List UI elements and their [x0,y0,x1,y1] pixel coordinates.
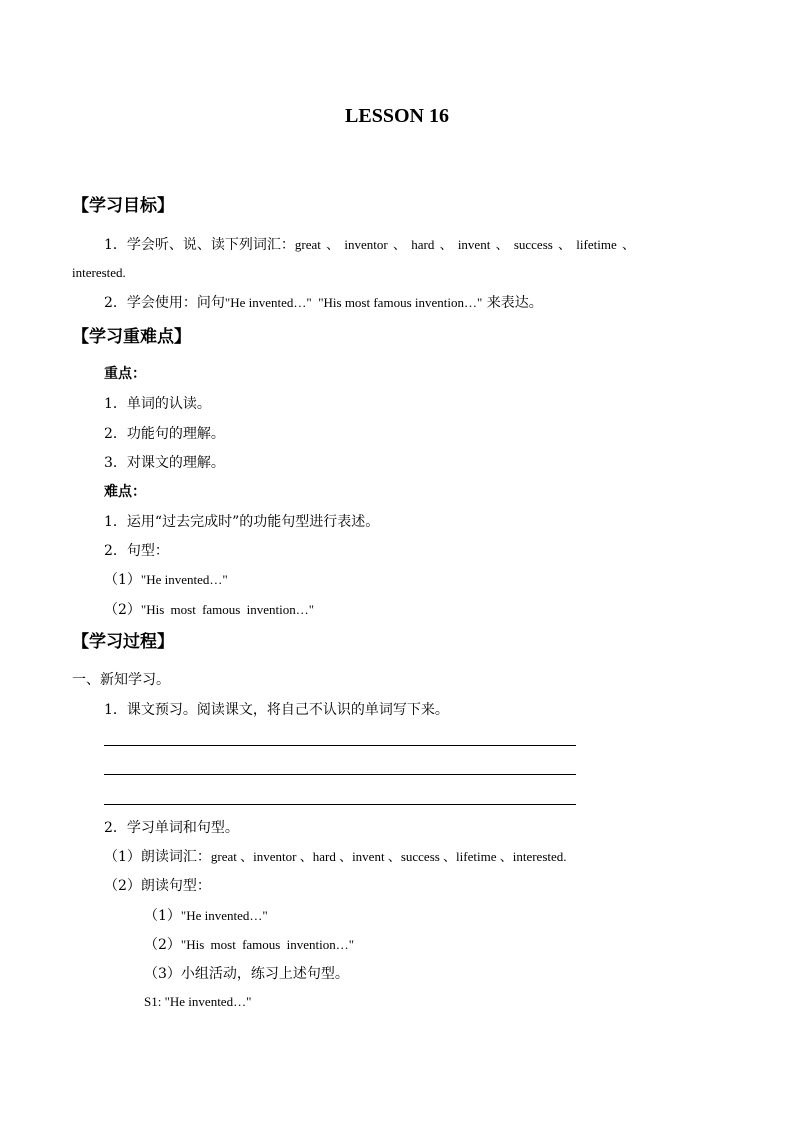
objective-2-suffix: 来表达。 [482,295,543,311]
pattern-1 [104,569,228,589]
pattern-2 [104,599,314,619]
part-1-heading: 一、新知学习。 [72,672,170,688]
objective-2 [104,292,543,312]
pattern-2-num: （2） [104,602,141,618]
step-2: 2．学习单词和句型。 [104,820,239,836]
read-words [104,846,567,866]
objective-2-prefix: 2．学会使用：问句 [104,295,225,311]
key-points-heading: 【学习重难点】 [72,327,191,347]
sub-pattern-2-text: "His most famous invention…" [180,937,355,952]
pattern-1-text: "He invented…" [140,572,228,587]
sub-pattern-2 [144,934,354,954]
focus-label: 重点： [104,366,146,382]
objective-1-line-2: interested. [72,265,126,280]
objective-1-prefix: 1．学会听、说、读下列词汇： [104,237,295,253]
focus-item-3: 3．对课文的理解。 [104,455,225,471]
focus-item-2: 2．功能句的理解。 [104,426,225,442]
sub-pattern-1-num: （1） [144,908,181,924]
read-words-list: great 、inventor 、hard 、invent 、success 、lifetime 、interested. [210,849,567,864]
answer-line-2 [104,774,576,775]
process-heading: 【学习过程】 [72,632,174,652]
objective-2-phrases: "He invented…" "His most famous invention…" [224,295,483,310]
sub-pattern-2-num: （2） [144,937,181,953]
step-1: 1．课文预习。阅读课文，将自己不认识的单词写下来。 [104,702,449,718]
objectives-heading: 【学习目标】 [72,196,174,216]
objective-1-line-1 [104,234,635,254]
group-activity: （3）小组活动，练习上述句型。 [144,966,349,982]
pattern-1-num: （1） [104,572,141,588]
pattern-2-text: "His most famous invention…" [140,602,315,617]
answer-line-1 [104,745,576,746]
difficulty-label: 难点： [104,484,146,500]
focus-item-1: 1．单词的认读。 [104,396,211,412]
lesson-title: LESSON 16 [345,105,449,127]
difficulty-item-1: 1．运用“过去完成时”的功能句型进行表述。 [104,514,380,530]
dialogue-s1: S1: "He invented…" [144,994,252,1009]
objective-1-words: great 、 inventor 、 hard 、 invent 、 success 、 lifetime 、 [294,237,635,252]
sub-pattern-1-text: "He invented…" [180,908,268,923]
sub-pattern-1 [144,905,268,925]
read-words-prefix: （1）朗读词汇： [104,849,211,865]
answer-line-3 [104,804,576,805]
difficulty-item-2: 2．句型： [104,543,169,559]
read-patterns: （2）朗读句型： [104,878,211,894]
